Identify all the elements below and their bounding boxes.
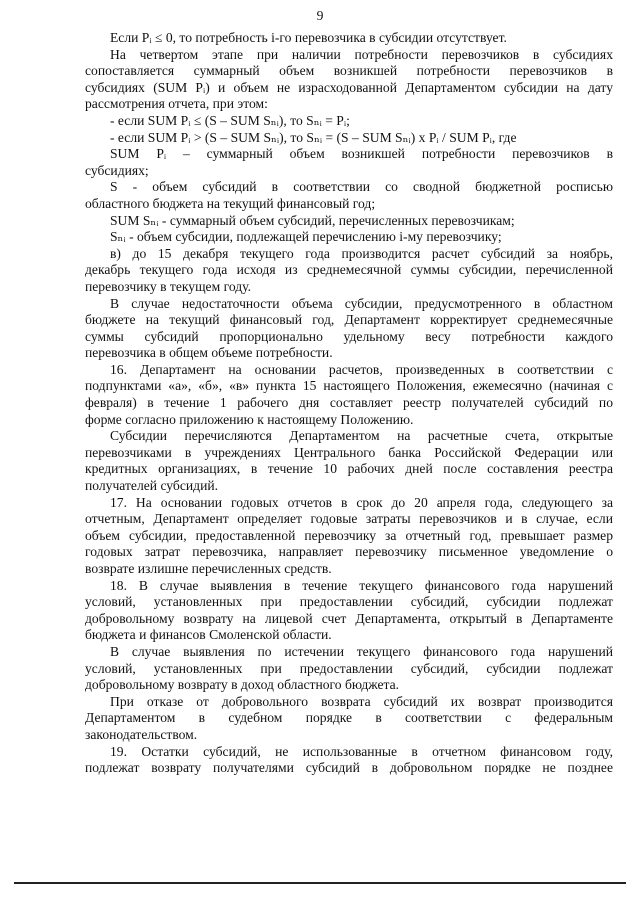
- paragraph-line: При отказе от добровольного возврата субсидий их возврат производится: [110, 693, 613, 709]
- paragraph-line: Департаментом в судебном порядке в соответствии с федеральным: [85, 710, 613, 726]
- page-number: 9: [316, 8, 324, 23]
- paragraph-line: отчетным, Департамент определяет годовые затраты перевозчиков и в случае, если: [85, 511, 613, 527]
- paragraph-line: в) до 15 декабря текущего года производится расчет субсидий за ноябрь,: [110, 245, 613, 261]
- paragraph-line: суммы субсидий пропорционально удельному весу потребности каждого: [85, 328, 613, 344]
- paragraph-line: условий, установленных при предоставлении субсидий, субсидии подлежат: [85, 594, 613, 610]
- paragraph: [85, 113, 613, 130]
- paragraph-line: SUM Pᵢ – суммарный объем возникшей потребности перевозчиков в: [110, 146, 613, 162]
- paragraph-line: перевозчику в текущем году.: [85, 278, 251, 294]
- bottom-rule: [14, 882, 626, 884]
- paragraph-line: Субсидии перечисляются Департаментом на расчетные счета, открытые: [110, 428, 613, 444]
- paragraph-line: субсидиях (SUM Pᵢ) и объем не израсходованной Департаментом субсидии на дату: [85, 79, 613, 95]
- paragraph-line: бюджете на текущий финансовый год, Департамент корректирует среднемесячные: [85, 312, 613, 328]
- paragraph-line: В случае выявления по истечении текущего финансового года нарушений: [110, 643, 613, 659]
- paragraph-line: форме согласно приложению к настоящему Положению.: [85, 411, 414, 427]
- paragraph: [85, 644, 613, 694]
- paragraph: [85, 578, 613, 644]
- paragraph-line: - если SUM Pᵢ ≤ (S – SUM Sₙᵢ), то Sₙᵢ = Pᵢ;: [110, 112, 350, 128]
- paragraph: [85, 229, 613, 246]
- paragraph-line: - если SUM Pᵢ > (S – SUM Sₙᵢ), то Sₙᵢ = (S – SUM Sₙᵢ) x Pᵢ / SUM Pᵢ, где: [110, 129, 517, 145]
- paragraph: [85, 146, 613, 179]
- paragraph-line: SUM Sₙᵢ - суммарный объем субсидий, перечисленных перевозчикам;: [110, 212, 515, 228]
- paragraph-line: добровольному возврату в доход областного бюджета.: [85, 677, 400, 693]
- paragraph-line: 16. Департамент на основании расчетов, произведенных в соответствии с: [110, 361, 613, 377]
- paragraph-line: декабрь текущего года исходя из среднемесячной суммы субсидии, перечисленной: [85, 262, 613, 278]
- paragraph-line: перевозчика в общем объеме потребности.: [85, 345, 333, 361]
- paragraph: [85, 428, 613, 494]
- paragraph-line: получателей субсидий.: [85, 478, 219, 494]
- paragraph: [85, 495, 613, 578]
- paragraph-line: Если Pᵢ ≤ 0, то потребность i-го перевозчика в субсидии отсутствует.: [110, 30, 507, 45]
- paragraph-line: 19. Остатки субсидий, не использованные в отчетном финансовом году,: [110, 743, 613, 759]
- paragraph-line: рассмотрения отчета, при этом:: [85, 96, 268, 112]
- paragraph: [85, 362, 613, 428]
- paragraph-line: подлежат возврату получателями субсидий в добровольном порядке не позднее: [85, 760, 613, 776]
- paragraph-line: 17. На основании годовых отчетов в срок до 20 апреля года, следующего за: [110, 494, 613, 510]
- paragraph: [85, 213, 613, 230]
- paragraph-line: подпунктами «а», «б», «в» пункта 15 настоящего Положения, ежемесячно (начиная с: [85, 378, 613, 394]
- paragraph: [85, 694, 613, 744]
- paragraph: [85, 744, 613, 777]
- paragraph: [85, 246, 613, 296]
- paragraph-line: февраля) в течение 1 рабочего дня составляет реестр получателей субсидий по: [85, 395, 613, 411]
- paragraph-line: S - объем субсидий в соответствии со сводной бюджетной росписью: [110, 179, 613, 195]
- paragraph-line: субсидиях;: [85, 162, 149, 178]
- paragraph: [85, 30, 613, 47]
- paragraph-line: перевозчиками в учреждениях Центрального банка Российской Федерации или: [85, 444, 613, 460]
- paragraph-line: сопоставляется суммарный объем возникшей потребности перевозчиков в: [85, 63, 613, 79]
- paragraph-line: объем субсидии, предоставленной перевозчику за отчетный год, превышает размер: [85, 527, 613, 543]
- paragraph-line: областного бюджета на текущий финансовый год;: [85, 195, 376, 211]
- document-body: [85, 30, 613, 777]
- paragraph-line: возврате излишне перечисленных средств.: [85, 561, 332, 576]
- paragraph-line: Sₙᵢ - объем субсидии, подлежащей перечислению i-му перевозчику;: [110, 229, 502, 245]
- paragraph: [85, 130, 613, 147]
- paragraph-line: На четвертом этапе при наличии потребности перевозчиков в субсидиях: [110, 46, 613, 62]
- paragraph-line: законодательством.: [85, 726, 198, 742]
- paragraph-line: годовых затрат перевозчика, направляет перевозчику письменное уведомление о: [85, 544, 613, 560]
- paragraph: [85, 179, 613, 212]
- paragraph-line: бюджета и финансов Смоленской области.: [85, 627, 332, 643]
- paragraph: [85, 296, 613, 362]
- paragraph-line: условий, установленных при предоставлении субсидий, субсидии подлежат: [85, 660, 613, 676]
- paragraph: [85, 47, 613, 113]
- paragraph-line: В случае недостаточности объема субсидии, предусмотренного в областном: [110, 295, 613, 311]
- paragraph-line: 18. В случае выявления в течение текущего финансового года нарушений: [110, 577, 613, 593]
- paragraph-line: добровольному возврату на лицевой счет Департамента, открытый в Департаменте: [85, 610, 613, 626]
- paragraph-line: кредитных организациях, в течение 10 рабочих дней после составления реестра: [85, 461, 613, 477]
